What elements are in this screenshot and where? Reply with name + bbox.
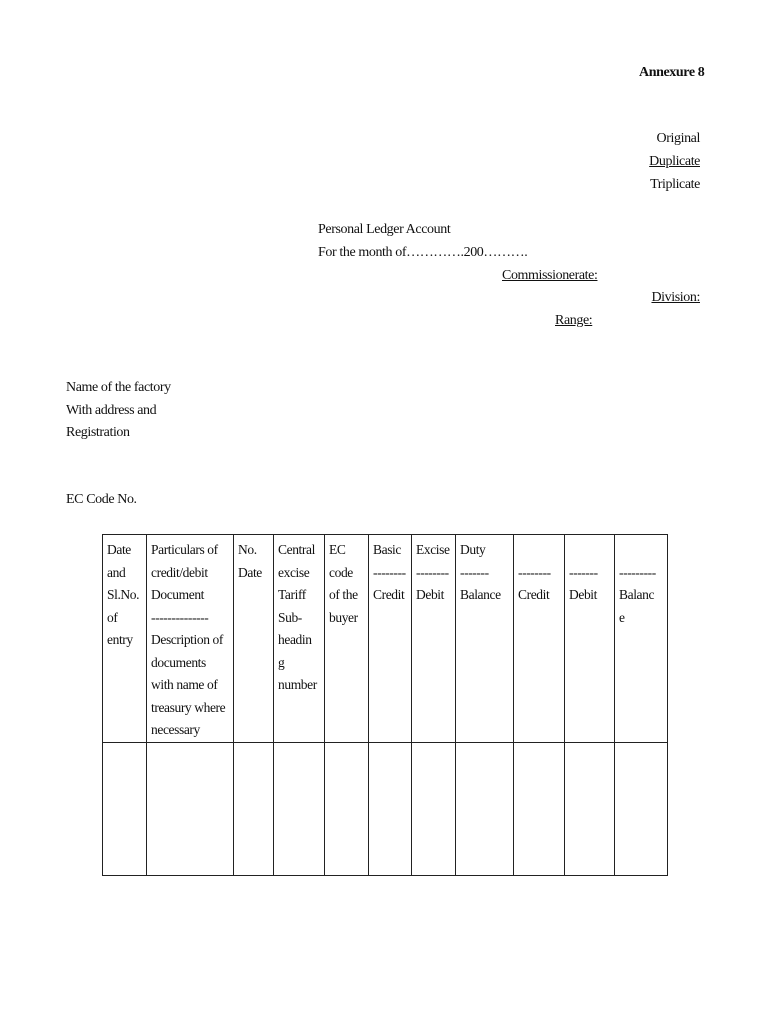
table-cell	[369, 742, 412, 875]
header-text: -------	[569, 564, 598, 580]
header-text: entry	[107, 632, 133, 647]
table-cell	[103, 742, 147, 875]
table-header-row	[103, 535, 668, 743]
factory-line: Name of the factory	[66, 380, 171, 395]
header-text: Tariff	[278, 587, 306, 602]
commissionerate-label: Commissionerate:	[502, 268, 598, 283]
header-text: code	[329, 564, 353, 580]
table-cell	[615, 742, 668, 875]
copy-duplicate: Duplicate	[649, 154, 700, 169]
range-label: Range:	[555, 313, 593, 328]
header-text: number	[278, 677, 317, 692]
table-cell	[325, 742, 369, 875]
header-text: g	[278, 654, 285, 670]
table-cell	[274, 742, 325, 875]
header-text: Debit	[569, 587, 597, 602]
header-text: excise	[278, 564, 310, 580]
header-text: necessary	[151, 722, 200, 737]
header-text: credit/debit	[151, 564, 208, 580]
header-text: Credit	[373, 587, 405, 602]
header-text: Credit	[518, 587, 550, 602]
header-text: of	[107, 609, 118, 625]
table-cell	[234, 742, 274, 875]
header-text: Description of	[151, 632, 224, 647]
table-row	[103, 742, 668, 875]
header-text: of the	[329, 587, 358, 602]
header-text: Date	[238, 564, 262, 580]
header-text: with name of	[151, 677, 218, 692]
header-text: --------	[416, 564, 449, 580]
header-text: --------	[373, 564, 406, 580]
header-text: Central	[278, 542, 315, 557]
header-text: No.	[238, 542, 257, 557]
header-text: Date	[107, 542, 131, 557]
factory-details	[66, 377, 171, 445]
col-duty-balance	[456, 535, 514, 743]
col-no-date	[234, 535, 274, 743]
col-debit	[565, 535, 615, 743]
ledger-table	[102, 534, 668, 876]
table-cell	[147, 742, 234, 875]
document-title: Personal Ledger Account	[318, 222, 451, 237]
header-text	[619, 539, 663, 562]
month-line: For the month of………….200……….	[318, 245, 528, 260]
copy-original: Original	[656, 131, 700, 146]
col-particulars	[147, 535, 234, 743]
table-cell	[565, 742, 615, 875]
col-excise-debit	[412, 535, 456, 743]
header-text: Document	[151, 587, 205, 602]
table-cell	[456, 742, 514, 875]
col-credit	[514, 535, 565, 743]
header-text: Particulars of	[151, 542, 218, 557]
header-text: Sub-	[278, 609, 302, 625]
header-text: documents	[151, 654, 206, 670]
header-text: e	[619, 609, 625, 625]
header-text: and	[107, 564, 126, 580]
copy-triplicate: Triplicate	[650, 177, 700, 192]
header-text	[518, 539, 560, 562]
header-text: Balanc	[619, 587, 655, 602]
header-text: ---------	[619, 564, 656, 580]
header-text: Debit	[416, 587, 444, 602]
header-text: Duty	[460, 542, 486, 557]
header-text: EC	[329, 542, 346, 557]
division-label: Division:	[651, 290, 700, 305]
col-tariff	[274, 535, 325, 743]
factory-line: Registration	[66, 425, 130, 440]
ec-code-label: EC Code No.	[66, 492, 137, 507]
header-text: buyer	[329, 609, 358, 625]
col-date-slno	[103, 535, 147, 743]
header-text: Excise	[416, 542, 450, 557]
header-text: --------------	[151, 609, 209, 625]
header-text: headin	[278, 632, 312, 647]
header-text	[569, 539, 610, 562]
header-text: --------	[518, 564, 551, 580]
header-text: Balance	[460, 587, 501, 602]
table-cell	[412, 742, 456, 875]
header-text: treasury where	[151, 699, 226, 715]
factory-line: With address and	[66, 402, 157, 418]
header-text: -------	[460, 564, 489, 580]
table-cell	[514, 742, 565, 875]
annexure-label: Annexure 8	[639, 65, 705, 80]
header-text: Sl.No.	[107, 587, 140, 602]
header-text: Basic	[373, 542, 401, 557]
col-balance	[615, 535, 668, 743]
col-ec-code	[325, 535, 369, 743]
col-basic-credit	[369, 535, 412, 743]
